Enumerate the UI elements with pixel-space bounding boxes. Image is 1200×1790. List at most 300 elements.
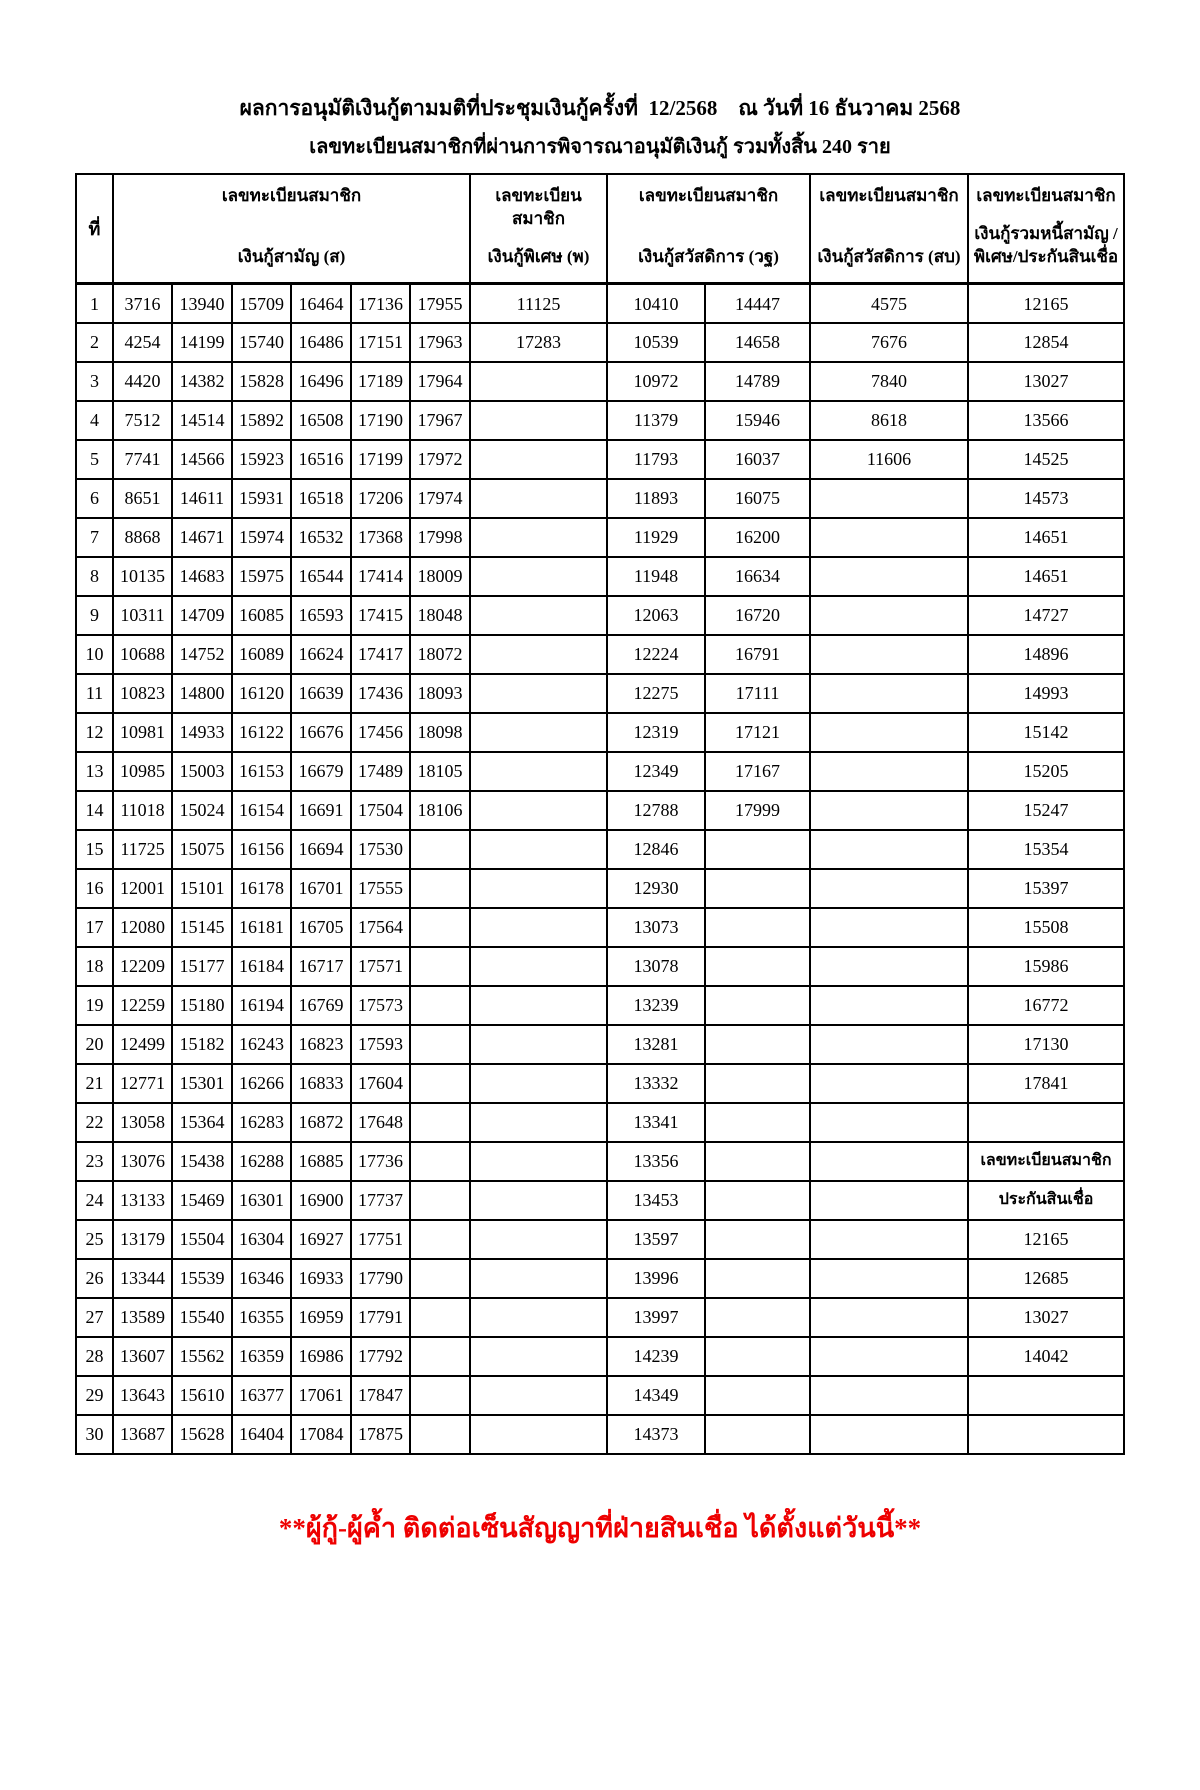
- member-number-cell: ประกันสินเชื่อ: [968, 1181, 1124, 1220]
- column-header-welfare-loan-wt: เลขทะเบียนสมาชิก เงินกู้สวัสดิการ (วฐ): [607, 174, 810, 284]
- member-number-cell: 16791: [705, 635, 810, 674]
- member-number-cell: [470, 1220, 607, 1259]
- table-row: [76, 323, 1124, 362]
- member-number-cell: [810, 479, 968, 518]
- member-number-cell: 13607: [113, 1337, 172, 1376]
- member-number-cell: [810, 596, 968, 635]
- member-number-cell: 17963: [410, 323, 470, 362]
- table-row: [76, 986, 1124, 1025]
- member-number-cell: 14993: [968, 674, 1124, 713]
- member-number-cell: 16496: [291, 362, 351, 401]
- member-number-cell: 13073: [607, 908, 705, 947]
- member-number-cell: 15205: [968, 752, 1124, 791]
- member-number-cell: 11929: [607, 518, 705, 557]
- member-number-cell: 14789: [705, 362, 810, 401]
- member-number-cell: 17504: [351, 791, 410, 830]
- member-number-cell: 15438: [172, 1142, 232, 1181]
- member-number-cell: 10823: [113, 674, 172, 713]
- row-number-cell: 12: [76, 713, 113, 752]
- member-number-cell: 13281: [607, 1025, 705, 1064]
- table-row: [76, 869, 1124, 908]
- row-number-cell: 26: [76, 1259, 113, 1298]
- member-number-cell: [968, 1415, 1124, 1454]
- member-number-cell: 16823: [291, 1025, 351, 1064]
- member-number-cell: 16769: [291, 986, 351, 1025]
- member-number-cell: 14727: [968, 596, 1124, 635]
- member-number-cell: 17414: [351, 557, 410, 596]
- member-number-cell: 13566: [968, 401, 1124, 440]
- member-number-cell: 14349: [607, 1376, 705, 1415]
- member-number-cell: [470, 596, 607, 635]
- table-row: [76, 1415, 1124, 1454]
- member-number-cell: [410, 1025, 470, 1064]
- member-number-cell: [810, 830, 968, 869]
- member-number-cell: 16122: [232, 713, 291, 752]
- member-number-cell: เลขทะเบียนสมาชิก: [968, 1142, 1124, 1181]
- member-number-cell: 13179: [113, 1220, 172, 1259]
- row-number-cell: 28: [76, 1337, 113, 1376]
- row-number-cell: 18: [76, 947, 113, 986]
- member-number-cell: 16516: [291, 440, 351, 479]
- member-number-cell: 14573: [968, 479, 1124, 518]
- member-number-cell: 17489: [351, 752, 410, 791]
- member-number-cell: 16872: [291, 1103, 351, 1142]
- member-number-cell: 13940: [172, 284, 232, 323]
- member-number-cell: 7741: [113, 440, 172, 479]
- member-number-cell: 17737: [351, 1181, 410, 1220]
- member-number-cell: 13356: [607, 1142, 705, 1181]
- member-number-cell: 13344: [113, 1259, 172, 1298]
- member-number-cell: 16178: [232, 869, 291, 908]
- member-number-cell: [410, 1181, 470, 1220]
- member-number-cell: [470, 908, 607, 947]
- member-number-cell: [470, 791, 607, 830]
- member-number-cell: [470, 479, 607, 518]
- member-number-cell: [410, 947, 470, 986]
- member-number-cell: 15986: [968, 947, 1124, 986]
- member-number-cell: 13687: [113, 1415, 172, 1454]
- member-number-cell: [470, 1064, 607, 1103]
- member-number-cell: [705, 1025, 810, 1064]
- member-number-cell: 18093: [410, 674, 470, 713]
- table-row: [76, 479, 1124, 518]
- member-number-cell: 16243: [232, 1025, 291, 1064]
- member-number-cell: 16772: [968, 986, 1124, 1025]
- member-number-cell: 15003: [172, 752, 232, 791]
- member-number-cell: 16089: [232, 635, 291, 674]
- member-number-cell: 15628: [172, 1415, 232, 1454]
- member-number-cell: [410, 1259, 470, 1298]
- member-number-cell: [810, 1181, 968, 1220]
- member-number-cell: 7676: [810, 323, 968, 362]
- row-number-cell: 14: [76, 791, 113, 830]
- member-number-cell: [810, 1376, 968, 1415]
- table-row: [76, 1259, 1124, 1298]
- member-number-cell: 10688: [113, 635, 172, 674]
- member-number-cell: 18098: [410, 713, 470, 752]
- member-number-cell: 14709: [172, 596, 232, 635]
- member-number-cell: 12259: [113, 986, 172, 1025]
- member-number-cell: 14651: [968, 518, 1124, 557]
- row-number-cell: 16: [76, 869, 113, 908]
- member-number-cell: [470, 440, 607, 479]
- member-number-cell: 16486: [291, 323, 351, 362]
- member-number-cell: [470, 986, 607, 1025]
- member-number-cell: 17972: [410, 440, 470, 479]
- member-number-cell: 12788: [607, 791, 705, 830]
- member-number-cell: 16194: [232, 986, 291, 1025]
- member-number-cell: [470, 947, 607, 986]
- table-row: [76, 1142, 1124, 1181]
- member-number-cell: 16085: [232, 596, 291, 635]
- row-number-cell: 5: [76, 440, 113, 479]
- member-number-cell: 14199: [172, 323, 232, 362]
- member-number-cell: 16301: [232, 1181, 291, 1220]
- member-number-cell: 14800: [172, 674, 232, 713]
- member-number-cell: [410, 1142, 470, 1181]
- member-number-cell: 17841: [968, 1064, 1124, 1103]
- member-number-cell: 17648: [351, 1103, 410, 1142]
- member-number-cell: 16885: [291, 1142, 351, 1181]
- member-number-cell: 11606: [810, 440, 968, 479]
- table-row: [76, 674, 1124, 713]
- member-number-cell: [470, 1337, 607, 1376]
- member-number-cell: [470, 752, 607, 791]
- row-number-cell: 1: [76, 284, 113, 323]
- loan-approval-table: [75, 173, 1125, 1455]
- member-number-cell: 17955: [410, 284, 470, 323]
- member-number-cell: 15539: [172, 1259, 232, 1298]
- member-number-cell: 12165: [968, 1220, 1124, 1259]
- member-number-cell: 17555: [351, 869, 410, 908]
- member-number-cell: 17790: [351, 1259, 410, 1298]
- row-number-cell: 11: [76, 674, 113, 713]
- table-row: [76, 1337, 1124, 1376]
- member-number-cell: 16508: [291, 401, 351, 440]
- table-row: [76, 947, 1124, 986]
- member-number-cell: [410, 830, 470, 869]
- member-number-cell: 14239: [607, 1337, 705, 1376]
- member-number-cell: 10981: [113, 713, 172, 752]
- table-row: [76, 908, 1124, 947]
- member-number-cell: 16200: [705, 518, 810, 557]
- member-number-cell: 17136: [351, 284, 410, 323]
- member-number-cell: 15469: [172, 1181, 232, 1220]
- member-number-cell: [810, 674, 968, 713]
- member-number-cell: 12080: [113, 908, 172, 947]
- row-number-cell: 2: [76, 323, 113, 362]
- member-number-cell: 14896: [968, 635, 1124, 674]
- member-number-cell: [470, 1025, 607, 1064]
- member-number-cell: [470, 1259, 607, 1298]
- member-number-cell: [810, 1298, 968, 1337]
- member-number-cell: 17530: [351, 830, 410, 869]
- row-number-cell: 25: [76, 1220, 113, 1259]
- member-number-cell: 16833: [291, 1064, 351, 1103]
- row-number-cell: 3: [76, 362, 113, 401]
- member-number-cell: 13597: [607, 1220, 705, 1259]
- member-number-cell: 15182: [172, 1025, 232, 1064]
- member-number-cell: 14514: [172, 401, 232, 440]
- member-number-cell: [705, 1142, 810, 1181]
- member-number-cell: [810, 713, 968, 752]
- member-number-cell: 17573: [351, 986, 410, 1025]
- member-number-cell: [410, 1376, 470, 1415]
- member-number-cell: 16075: [705, 479, 810, 518]
- member-number-cell: [968, 1376, 1124, 1415]
- member-number-cell: 16717: [291, 947, 351, 986]
- row-number-cell: 17: [76, 908, 113, 947]
- member-number-cell: [810, 1142, 968, 1181]
- member-number-cell: 16532: [291, 518, 351, 557]
- member-number-cell: [705, 830, 810, 869]
- member-number-cell: 13997: [607, 1298, 705, 1337]
- member-number-cell: 13341: [607, 1103, 705, 1142]
- member-number-cell: 16634: [705, 557, 810, 596]
- member-number-cell: 12349: [607, 752, 705, 791]
- member-number-cell: 14382: [172, 362, 232, 401]
- table-row: [76, 401, 1124, 440]
- member-number-cell: [470, 1103, 607, 1142]
- table-row: [76, 596, 1124, 635]
- member-number-cell: 11018: [113, 791, 172, 830]
- member-number-cell: 16900: [291, 1181, 351, 1220]
- member-number-cell: 12771: [113, 1064, 172, 1103]
- member-number-cell: [410, 908, 470, 947]
- table-row: [76, 791, 1124, 830]
- table-row: [76, 1298, 1124, 1337]
- member-number-cell: 8618: [810, 401, 968, 440]
- member-number-cell: 17111: [705, 674, 810, 713]
- member-number-cell: 16624: [291, 635, 351, 674]
- member-number-cell: 17130: [968, 1025, 1124, 1064]
- member-number-cell: 15177: [172, 947, 232, 986]
- member-number-cell: 15892: [232, 401, 291, 440]
- member-number-cell: 17604: [351, 1064, 410, 1103]
- member-number-cell: [705, 1103, 810, 1142]
- table-body: [76, 284, 1124, 1454]
- member-number-cell: 10135: [113, 557, 172, 596]
- member-number-cell: 16705: [291, 908, 351, 947]
- member-number-cell: [470, 635, 607, 674]
- member-number-cell: [470, 518, 607, 557]
- member-number-cell: 14683: [172, 557, 232, 596]
- member-number-cell: [470, 1142, 607, 1181]
- table-row: [76, 284, 1124, 323]
- member-number-cell: 11379: [607, 401, 705, 440]
- member-number-cell: 16691: [291, 791, 351, 830]
- member-number-cell: 16679: [291, 752, 351, 791]
- member-number-cell: 15101: [172, 869, 232, 908]
- member-number-cell: [410, 1298, 470, 1337]
- table-row: [76, 635, 1124, 674]
- member-number-cell: [810, 1064, 968, 1103]
- member-number-cell: 17084: [291, 1415, 351, 1454]
- member-number-cell: 12930: [607, 869, 705, 908]
- member-number-cell: 17999: [705, 791, 810, 830]
- member-number-cell: 16720: [705, 596, 810, 635]
- member-number-cell: 15180: [172, 986, 232, 1025]
- member-number-cell: [810, 1103, 968, 1142]
- member-number-cell: 17847: [351, 1376, 410, 1415]
- member-number-cell: 15301: [172, 1064, 232, 1103]
- member-number-cell: 14373: [607, 1415, 705, 1454]
- member-number-cell: 17964: [410, 362, 470, 401]
- member-number-cell: [705, 1064, 810, 1103]
- member-number-cell: 17415: [351, 596, 410, 635]
- member-number-cell: [410, 869, 470, 908]
- member-number-cell: 15364: [172, 1103, 232, 1142]
- table-row: [76, 362, 1124, 401]
- member-number-cell: 16181: [232, 908, 291, 947]
- table-row: [76, 752, 1124, 791]
- member-number-cell: 16266: [232, 1064, 291, 1103]
- member-number-cell: [410, 1220, 470, 1259]
- member-number-cell: 8651: [113, 479, 172, 518]
- member-number-cell: 11793: [607, 440, 705, 479]
- member-number-cell: [810, 1415, 968, 1454]
- table-row: [76, 713, 1124, 752]
- member-number-cell: [410, 986, 470, 1025]
- member-number-cell: 15354: [968, 830, 1124, 869]
- member-number-cell: 13027: [968, 1298, 1124, 1337]
- member-number-cell: 17792: [351, 1337, 410, 1376]
- member-number-cell: 12319: [607, 713, 705, 752]
- member-number-cell: 15504: [172, 1220, 232, 1259]
- member-number-cell: 13133: [113, 1181, 172, 1220]
- member-number-cell: 16959: [291, 1298, 351, 1337]
- member-number-cell: [410, 1103, 470, 1142]
- member-number-cell: [810, 1337, 968, 1376]
- member-number-cell: 11125: [470, 284, 607, 323]
- member-number-cell: 17751: [351, 1220, 410, 1259]
- member-number-cell: 12685: [968, 1259, 1124, 1298]
- member-number-cell: 13643: [113, 1376, 172, 1415]
- member-number-cell: 13589: [113, 1298, 172, 1337]
- member-number-cell: 17571: [351, 947, 410, 986]
- member-number-cell: 4420: [113, 362, 172, 401]
- member-number-cell: 14611: [172, 479, 232, 518]
- table-row: [76, 830, 1124, 869]
- column-header-no: ที่: [76, 174, 113, 284]
- member-number-cell: 13453: [607, 1181, 705, 1220]
- member-number-cell: [470, 362, 607, 401]
- member-number-cell: 15931: [232, 479, 291, 518]
- member-number-cell: [810, 518, 968, 557]
- member-number-cell: 18009: [410, 557, 470, 596]
- member-number-cell: 16676: [291, 713, 351, 752]
- member-number-cell: 16288: [232, 1142, 291, 1181]
- member-number-cell: [410, 1064, 470, 1103]
- member-number-cell: 12846: [607, 830, 705, 869]
- member-number-cell: 15145: [172, 908, 232, 947]
- member-number-cell: [705, 908, 810, 947]
- member-number-cell: [810, 1259, 968, 1298]
- table-header: [76, 174, 1124, 284]
- member-number-cell: 11893: [607, 479, 705, 518]
- row-number-cell: 21: [76, 1064, 113, 1103]
- member-number-cell: 17189: [351, 362, 410, 401]
- member-number-cell: 15397: [968, 869, 1124, 908]
- member-number-cell: [810, 869, 968, 908]
- row-number-cell: 13: [76, 752, 113, 791]
- member-number-cell: 16694: [291, 830, 351, 869]
- member-number-cell: 16283: [232, 1103, 291, 1142]
- member-number-cell: 15975: [232, 557, 291, 596]
- document-page: [0, 93, 1200, 1790]
- member-number-cell: 16464: [291, 284, 351, 323]
- member-number-cell: 16037: [705, 440, 810, 479]
- member-number-cell: [705, 947, 810, 986]
- member-number-cell: 17974: [410, 479, 470, 518]
- member-number-cell: 11948: [607, 557, 705, 596]
- table-row: [76, 1064, 1124, 1103]
- member-number-cell: 10985: [113, 752, 172, 791]
- member-number-cell: [470, 1415, 607, 1454]
- member-number-cell: 16639: [291, 674, 351, 713]
- member-number-cell: 16377: [232, 1376, 291, 1415]
- member-number-cell: 12063: [607, 596, 705, 635]
- member-number-cell: 16184: [232, 947, 291, 986]
- member-number-cell: 17875: [351, 1415, 410, 1454]
- member-number-cell: 17436: [351, 674, 410, 713]
- member-number-cell: 14933: [172, 713, 232, 752]
- row-number-cell: 19: [76, 986, 113, 1025]
- row-number-cell: 7: [76, 518, 113, 557]
- table-row: [76, 440, 1124, 479]
- member-number-cell: 4575: [810, 284, 968, 323]
- member-number-cell: 16404: [232, 1415, 291, 1454]
- member-number-cell: 16153: [232, 752, 291, 791]
- member-number-cell: [810, 557, 968, 596]
- member-number-cell: 13058: [113, 1103, 172, 1142]
- member-number-cell: [705, 1376, 810, 1415]
- table-row: [76, 1025, 1124, 1064]
- row-number-cell: 22: [76, 1103, 113, 1142]
- member-number-cell: 16927: [291, 1220, 351, 1259]
- member-number-cell: 16346: [232, 1259, 291, 1298]
- member-number-cell: [705, 1298, 810, 1337]
- member-number-cell: 15610: [172, 1376, 232, 1415]
- member-number-cell: [810, 986, 968, 1025]
- member-number-cell: 17456: [351, 713, 410, 752]
- member-number-cell: [810, 1220, 968, 1259]
- document-subtitle: เลขทะเบียนสมาชิกที่ผ่านการพิจารณาอนุมัติเงินกู้ รวมทั้งสิ้น 240 ราย: [309, 136, 891, 159]
- member-number-cell: 17564: [351, 908, 410, 947]
- member-number-cell: 12165: [968, 284, 1124, 323]
- member-number-cell: [410, 1337, 470, 1376]
- table-row: [76, 1103, 1124, 1142]
- member-number-cell: 14752: [172, 635, 232, 674]
- member-number-cell: 12224: [607, 635, 705, 674]
- member-number-cell: 18105: [410, 752, 470, 791]
- member-number-cell: 17967: [410, 401, 470, 440]
- member-number-cell: 15946: [705, 401, 810, 440]
- row-number-cell: 29: [76, 1376, 113, 1415]
- table-row: [76, 1376, 1124, 1415]
- row-number-cell: 30: [76, 1415, 113, 1454]
- member-number-cell: 10311: [113, 596, 172, 635]
- member-number-cell: 17791: [351, 1298, 410, 1337]
- member-number-cell: 16359: [232, 1337, 291, 1376]
- row-number-cell: 10: [76, 635, 113, 674]
- member-number-cell: 14525: [968, 440, 1124, 479]
- member-number-cell: 11725: [113, 830, 172, 869]
- member-number-cell: 3716: [113, 284, 172, 323]
- member-number-cell: 12499: [113, 1025, 172, 1064]
- row-number-cell: 15: [76, 830, 113, 869]
- member-number-cell: 16593: [291, 596, 351, 635]
